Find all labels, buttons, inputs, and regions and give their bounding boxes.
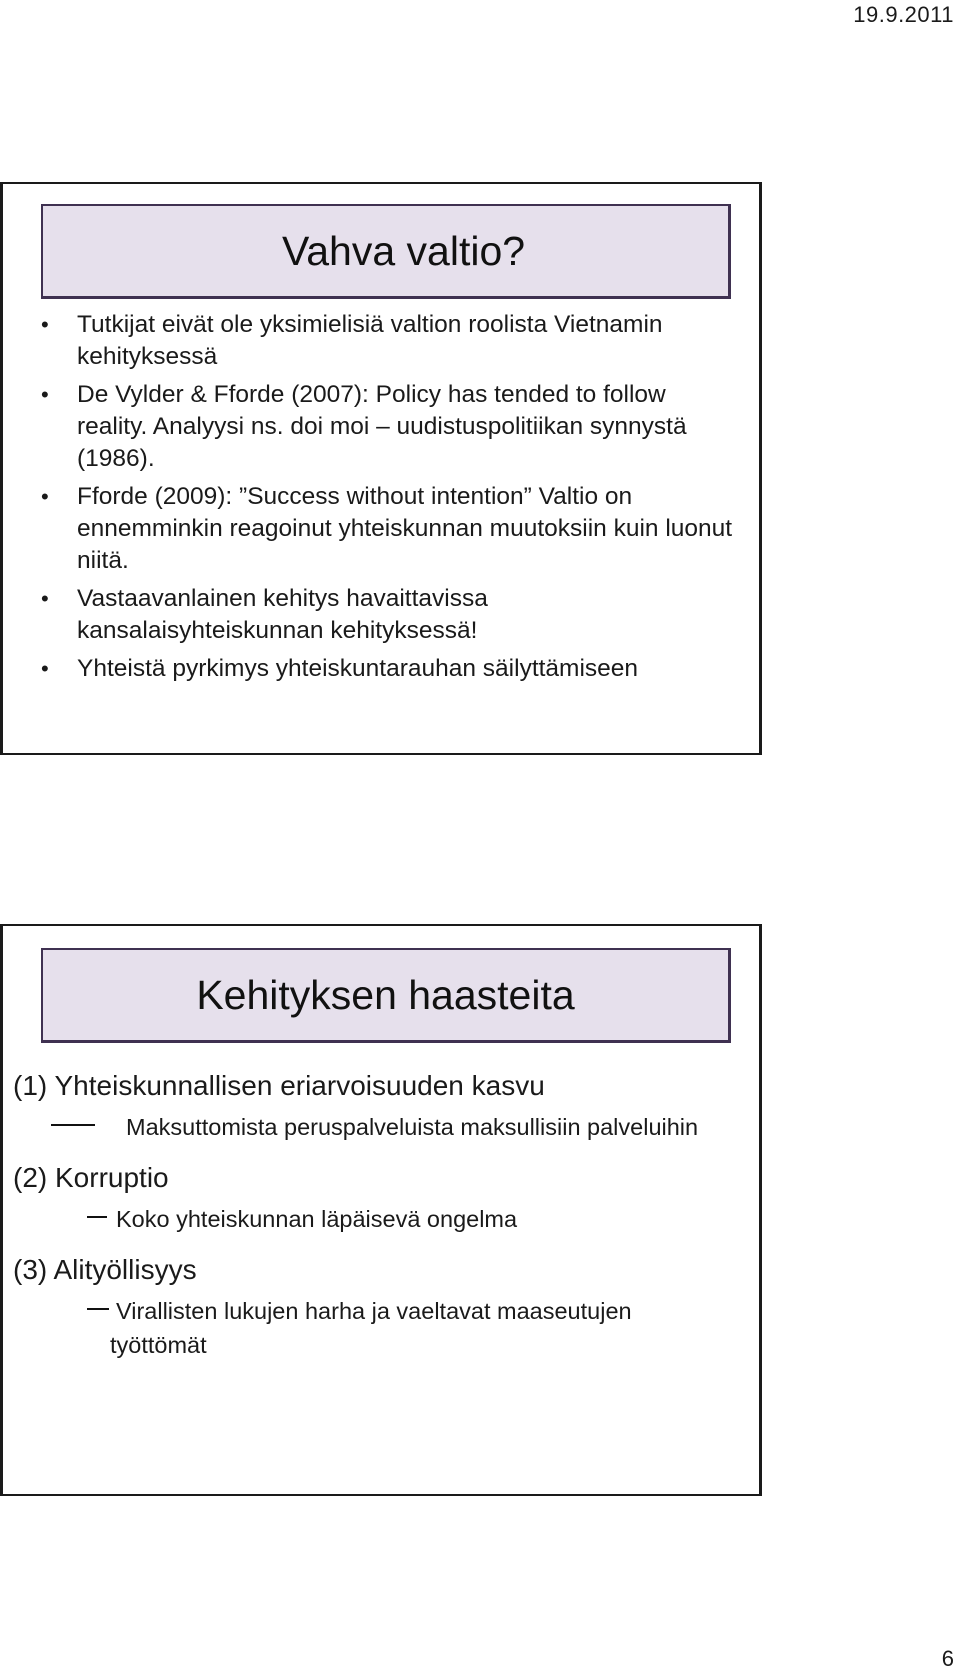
challenge-subitem <box>13 1110 733 1144</box>
challenge-heading: (1) Yhteiskunnallisen eriarvoisuuden kasvu <box>13 1070 545 1101</box>
page-date: 19.9.2011 <box>853 2 954 27</box>
challenge-subitem-text: Koko yhteiskunnan läpäisevä ongelma <box>116 1206 518 1232</box>
challenge-subitem <box>13 1202 733 1236</box>
bullet-item: • Fforde (2009): ”Success without intention” Valtio on ennemminkin reagoinut yhteiskunnan muutoksiin kuin luonut niitä. <box>39 481 739 577</box>
challenge-sublist <box>13 1110 733 1144</box>
bullet-item: • Tutkijat eivät ole yksimielisiä valtion roolista Vietnamin kehityksessä <box>39 309 739 373</box>
bullet-item: • Yhteistä pyrkimys yhteiskuntarauhan säilyttämiseen <box>39 653 739 685</box>
bullet-list <box>39 309 739 691</box>
challenge-subitem-text-continued: työttömät <box>110 1332 207 1358</box>
dash-marker <box>51 1124 95 1126</box>
challenge-subitem-text: Virallisten lukujen harha ja vaeltavat maaseutujen <box>116 1298 632 1324</box>
bullet-item: • De Vylder & Fforde (2007): Policy has tended to follow reality. Analyysi ns. doi moi – uudistuspolitiikan synnystä (1986). <box>39 379 739 475</box>
challenge-sublist <box>13 1202 733 1236</box>
slide-vahva-valtio <box>0 182 762 755</box>
challenge-heading: (3) Alityöllisyys <box>13 1254 197 1285</box>
challenge-list <box>13 1066 733 1376</box>
challenge-subitem-text: Maksuttomista peruspalveluista maksullisiin palveluihin <box>126 1114 699 1140</box>
challenge-subitem <box>13 1294 733 1362</box>
challenge-heading: (2) Korruptio <box>13 1162 169 1193</box>
page-number: 6 <box>941 1646 954 1671</box>
challenge-sublist <box>13 1294 733 1362</box>
dash-marker <box>87 1216 107 1218</box>
bullet-item: • Vastaavanlainen kehitys havaittavissa kansalaisyhteiskunnan kehityksessä! <box>39 583 739 647</box>
dash-marker <box>87 1308 109 1310</box>
slide-title: Vahva valtio? <box>281 227 526 274</box>
slide-kehityksen-haasteita <box>0 924 762 1496</box>
slide-title-box <box>41 948 731 1043</box>
slide-title: Kehityksen haasteita <box>196 971 575 1018</box>
challenge-item <box>13 1250 733 1362</box>
challenge-item <box>13 1158 733 1236</box>
challenge-item <box>13 1066 733 1144</box>
slide-title-box <box>41 204 731 299</box>
